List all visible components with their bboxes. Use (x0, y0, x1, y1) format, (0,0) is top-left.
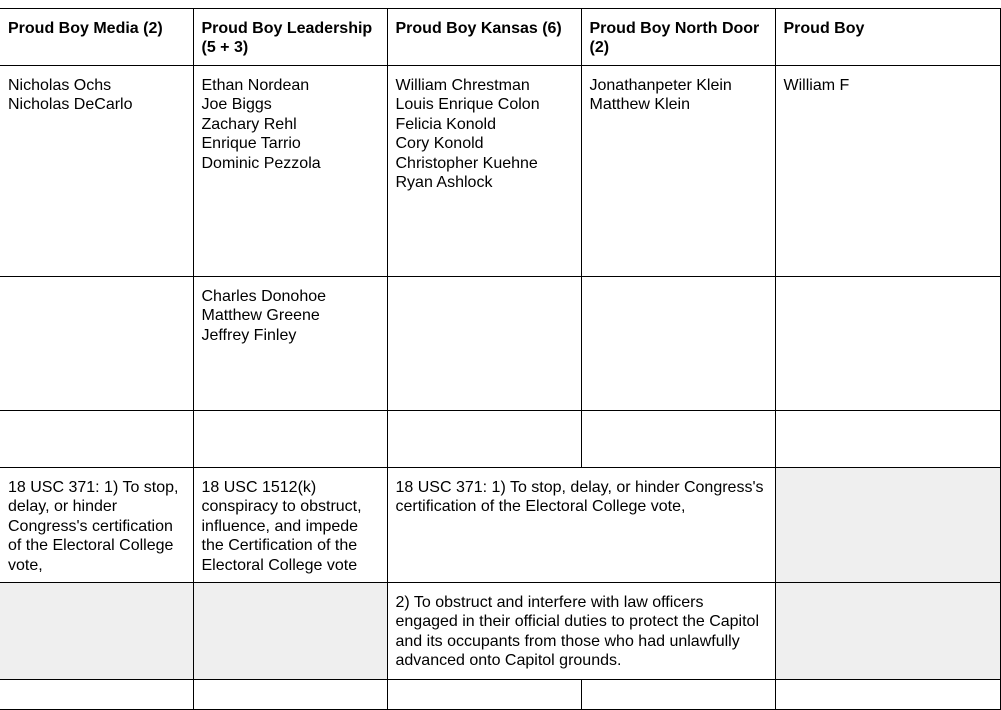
member-name: Louis Enrique Colon (395, 96, 540, 114)
leadership-secondary-members (193, 277, 387, 411)
empty-cell (387, 680, 581, 710)
trailing-row (0, 680, 1000, 710)
member-name: Joe Biggs (201, 96, 272, 114)
kansas-north-door-charge: 18 USC 371: 1) To stop, delay, or hinder Congress's certification of the Electoral College vote, (387, 468, 775, 583)
groups-table (0, 8, 1001, 710)
member-name: William Chrestman (395, 77, 530, 94)
member-name: Zachary Rehl (201, 115, 297, 133)
member-name: Enrique Tarrio (201, 135, 301, 153)
north-door-secondary-cell (581, 277, 775, 411)
member-name: Dominic Pezzola (201, 154, 321, 172)
empty-cell (581, 680, 775, 710)
empty-cell (0, 411, 193, 468)
kansas-secondary-cell (387, 277, 581, 411)
header-leadership: Proud Boy Leadership (5 + 3) (193, 9, 387, 66)
media-secondary-cell (0, 277, 193, 411)
member-name: Jonathanpeter Klein (589, 77, 732, 94)
member-name: Nicholas DeCarlo (8, 96, 133, 114)
media-charge: 18 USC 371: 1) To stop, delay, or hinder Congress's certification of the Electoral College vote, (0, 468, 193, 583)
col5-secondary-cell (775, 277, 1000, 411)
header-media: Proud Boy Media (2) (0, 9, 193, 66)
member-name: Matthew Greene (201, 307, 320, 325)
empty-row (0, 411, 1000, 468)
charges-row (0, 468, 1000, 583)
member-name: Nicholas Ochs (8, 77, 112, 94)
header-kansas: Proud Boy Kansas (6) (387, 9, 581, 66)
member-name: Jeffrey Finley (201, 326, 297, 344)
media-charge2-cell (0, 583, 193, 680)
kansas-members (387, 66, 581, 277)
empty-cell (193, 411, 387, 468)
header-col5: Proud Boy (775, 9, 1000, 66)
member-name: Christopher Kuehne (395, 154, 538, 172)
member-name: Charles Donohoe (201, 288, 327, 305)
member-name: Ryan Ashlock (395, 174, 493, 192)
charges2-row (0, 583, 1000, 680)
secondary-members-row (0, 277, 1000, 411)
primary-members-row (0, 66, 1000, 277)
kansas-north-door-charge2: 2) To obstruct and interfere with law officers engaged in their official duties to protect the Capitol and its occupants from those who had unlawfully advanced onto Capitol grounds. (387, 583, 775, 680)
header-north-door: Proud Boy North Door (2) (581, 9, 775, 66)
col5-charge-cell (775, 468, 1000, 583)
col5-charge2-cell (775, 583, 1000, 680)
empty-cell (775, 411, 1000, 468)
header-row (0, 9, 1000, 66)
empty-cell (775, 680, 1000, 710)
leadership-charge2-cell (193, 583, 387, 680)
member-name: William F (783, 77, 850, 94)
empty-cell (0, 680, 193, 710)
leadership-charge: 18 USC 1512(k) conspiracy to obstruct, influence, and impede the Certification of the Electoral College vote (193, 468, 387, 583)
member-name: Ethan Nordean (201, 77, 310, 94)
leadership-members (193, 66, 387, 277)
member-name: Felicia Konold (395, 115, 496, 133)
col5-members (775, 66, 1000, 277)
empty-cell (581, 411, 775, 468)
media-members (0, 66, 193, 277)
empty-cell (387, 411, 581, 468)
empty-cell (193, 680, 387, 710)
north-door-members (581, 66, 775, 277)
member-name: Cory Konold (395, 135, 484, 153)
member-name: Matthew Klein (589, 96, 690, 114)
